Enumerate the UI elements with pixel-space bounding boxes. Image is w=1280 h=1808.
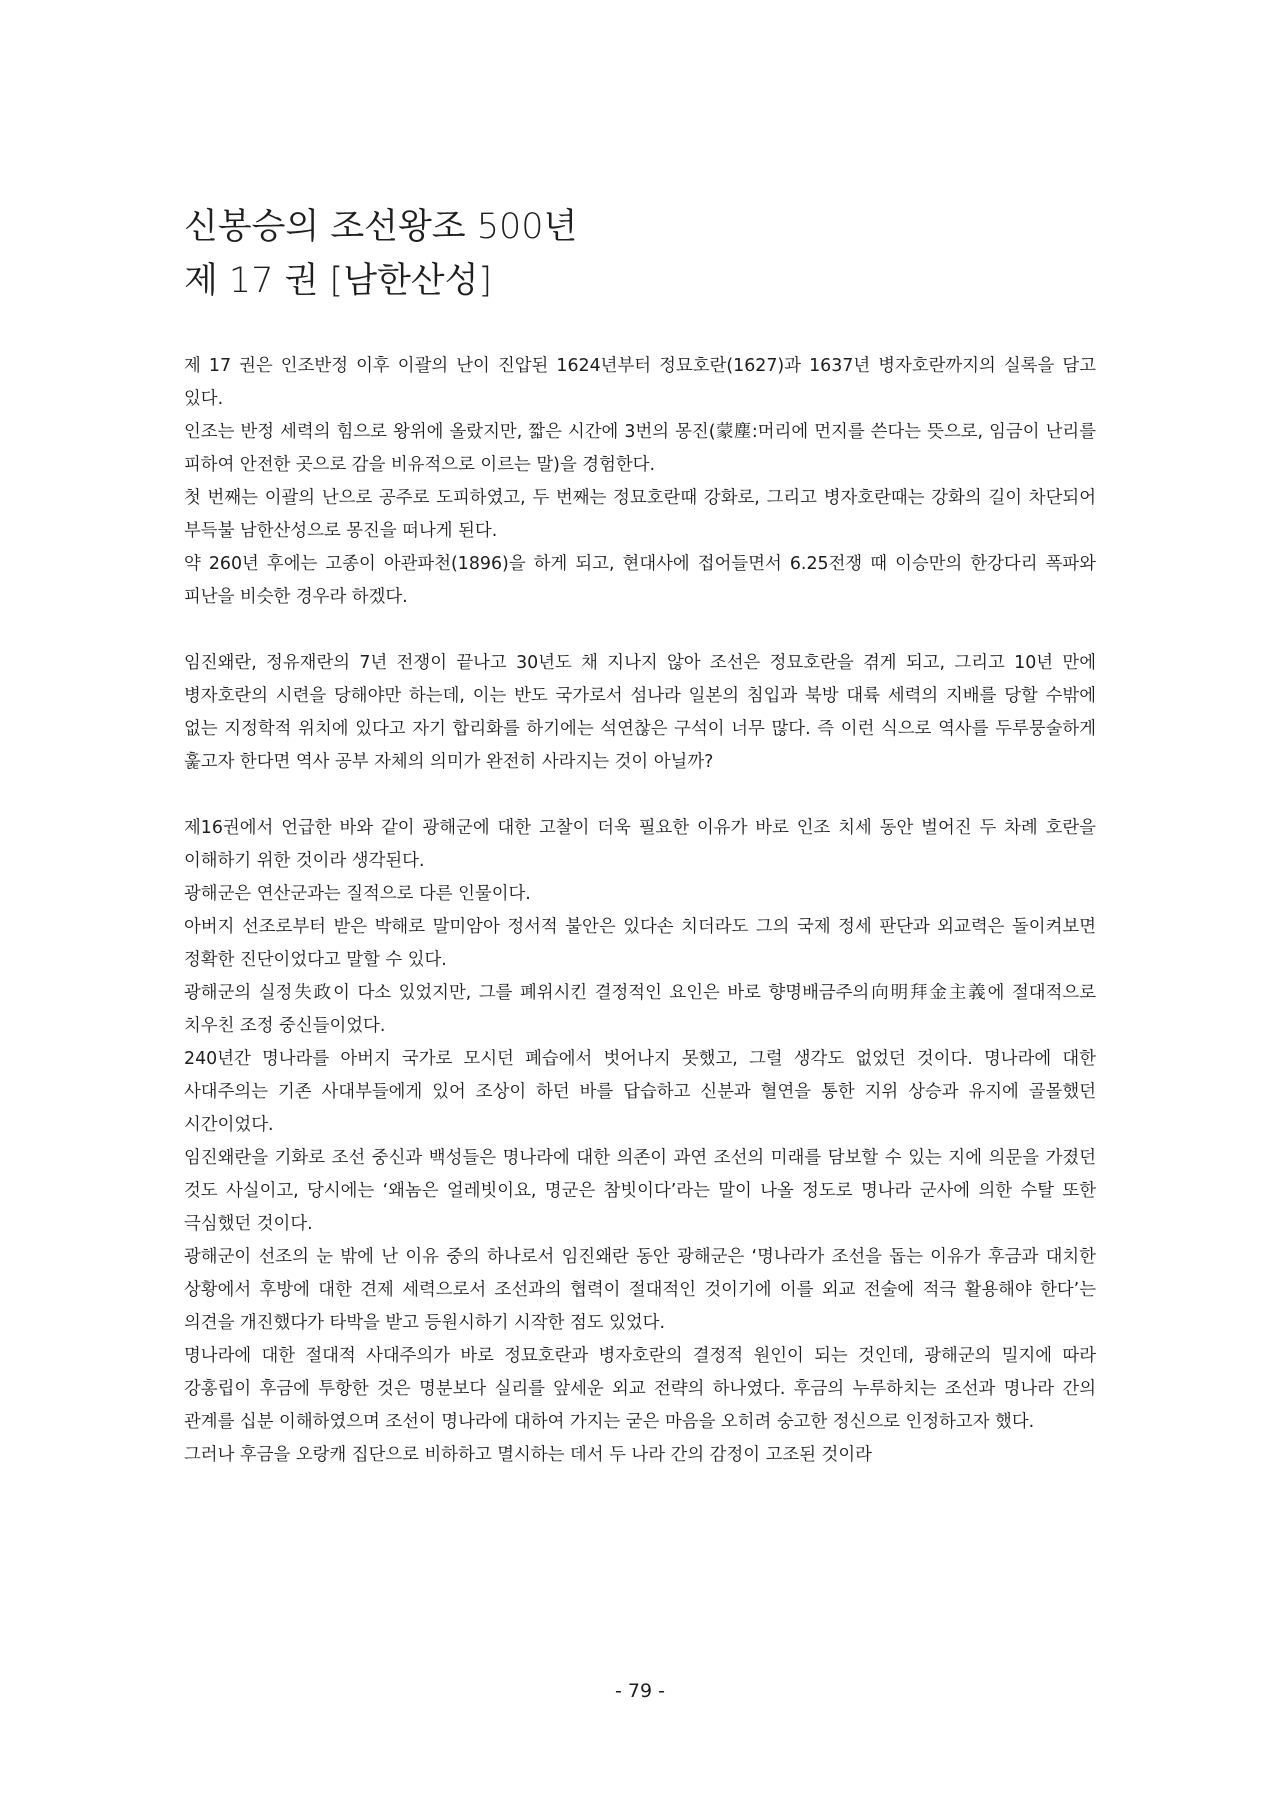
paragraph: 인조는 반정 세력의 힘으로 왕위에 올랐지만, 짧은 시간에 3번의 몽진(蒙塵:머리에 먼지를 쓴다는 뜻으로, 임금이 난리를 피하여 안전한 곳으로 감을 비유적으로 이르는 말)을 경험한다. xyxy=(184,422,1096,475)
paragraph: 제 17 권은 인조반정 이후 이괄의 난이 진압된 1624년부터 정묘호란(1627)과 1637년 병자호란까지의 실록을 담고 있다. xyxy=(184,356,1096,409)
paragraph: 240년간 명나라를 아버지 국가로 모시던 폐습에서 벗어나지 못했고, 그럴 생각도 없었던 것이다. 명나라에 대한 사대주의는 기존 사대부들에게 있어 조상이 하던 바를 답습하고 신분과 혈연을 통한 지위 상승과 유지에 골몰했던 시간이었다. xyxy=(184,1049,1096,1135)
paragraph: 약 260년 후에는 고종이 아관파천(1896)을 하게 되고, 현대사에 접어들면서 6.25전쟁 때 이승만의 한강다리 폭파와 피난을 비슷한 경우라 하겠다. xyxy=(184,554,1096,607)
paragraph: 첫 번째는 이괄의 난으로 공주로 도피하였고, 두 번째는 정묘호란때 강화로, 그리고 병자호란때는 강화의 길이 차단되어 부득불 남한산성으로 몽진을 떠나게 된다. xyxy=(184,488,1096,541)
title-series: 신봉승의 조선왕조 500년 xyxy=(184,207,578,247)
paragraph: 광해군의 실정失政이 다소 있었지만, 그를 폐위시킨 결정적인 요인은 바로 향명배금주의向明拜金主義에 절대적으로 치우친 조정 중신들이었다. xyxy=(184,983,1096,1036)
paragraph: 명나라에 대한 절대적 사대주의가 바로 정묘호란과 병자호란의 결정적 원인이 되는 것인데, 광해군의 밀지에 따라 강홍립이 후금에 투항한 것은 명분보다 실리를 앞세운 외교 전략의 하나였다. 후금의 누루하치는 조선과 명나라 간의 관계를 십분 이해하였으며 조선이 명나라에 대하여 가지는 굳은 마음을 오히려 숭고한 정신으로 인정하고자 했다. xyxy=(184,1346,1096,1432)
paragraph: 광해군이 선조의 눈 밖에 난 이유 중의 하나로서 임진왜란 동안 광해군은 ‘명나라가 조선을 돕는 이유가 후금과 대치한 상황에서 후방에 대한 견제 세력으로서 조선과의 협력이 절대적인 것이기에 이를 외교 전술에 적극 활용해야 한다’는 의견을 개진했다가 타박을 받고 등원시하기 시작한 점도 있었다. xyxy=(184,1247,1096,1333)
paragraph: 임진왜란을 기화로 조선 중신과 백성들은 명나라에 대한 의존이 과연 조선의 미래를 담보할 수 있는 지에 의문을 가졌던 것도 사실이고, 당시에는 ‘왜놈은 얼레빗이요, 명군은 참빗이다’라는 말이 나올 정도로 명나라 군사에 의한 수탈 또한 극심했던 것이다. xyxy=(184,1148,1096,1234)
section-gap xyxy=(184,779,1096,812)
paragraph: 아버지 선조로부터 받은 박해로 말미암아 정서적 불안은 있다손 치더라도 그의 국제 정세 판단과 외교력은 돌이켜보면 정확한 진단이었다고 말할 수 있다. xyxy=(184,917,1096,970)
paragraph: 그러나 후금을 오랑캐 집단으로 비하하고 멸시하는 데서 두 나라 간의 감정이 고조된 것이라 xyxy=(184,1445,872,1465)
section-gap xyxy=(184,614,1096,647)
document-title xyxy=(184,200,1104,308)
paragraph: 광해군은 연산군과는 질적으로 다른 인물이다. xyxy=(184,884,531,904)
page-number: - 79 - xyxy=(615,1680,665,1702)
paragraph: 제16권에서 언급한 바와 같이 광해군에 대한 고찰이 더욱 필요한 이유가 바로 인조 치세 동안 벌어진 두 차례 호란을 이해하기 위한 것이라 생각된다. xyxy=(184,818,1096,871)
paragraph: 임진왜란, 정유재란의 7년 전쟁이 끝나고 30년도 채 지나지 않아 조선은 정묘호란을 겪게 되고, 그리고 10년 만에 병자호란의 시련을 당해야만 하는데, 이는 반도 국가로서 섬나라 일본의 침입과 북방 대륙 세력의 지배를 당할 수밖에 없는 지정학적 위치에 있다고 자기 합리화를 하기에는 석연찮은 구석이 너무 많다. 즉 이런 식으로 역사를 두루뭉술하게 훑고자 한다면 역사 공부 자체의 의미가 완전히 사라지는 것이 아닐까? xyxy=(184,653,1096,772)
document-body xyxy=(184,350,1096,1472)
title-volume: 제 17 권 [남한산성] xyxy=(184,261,493,301)
